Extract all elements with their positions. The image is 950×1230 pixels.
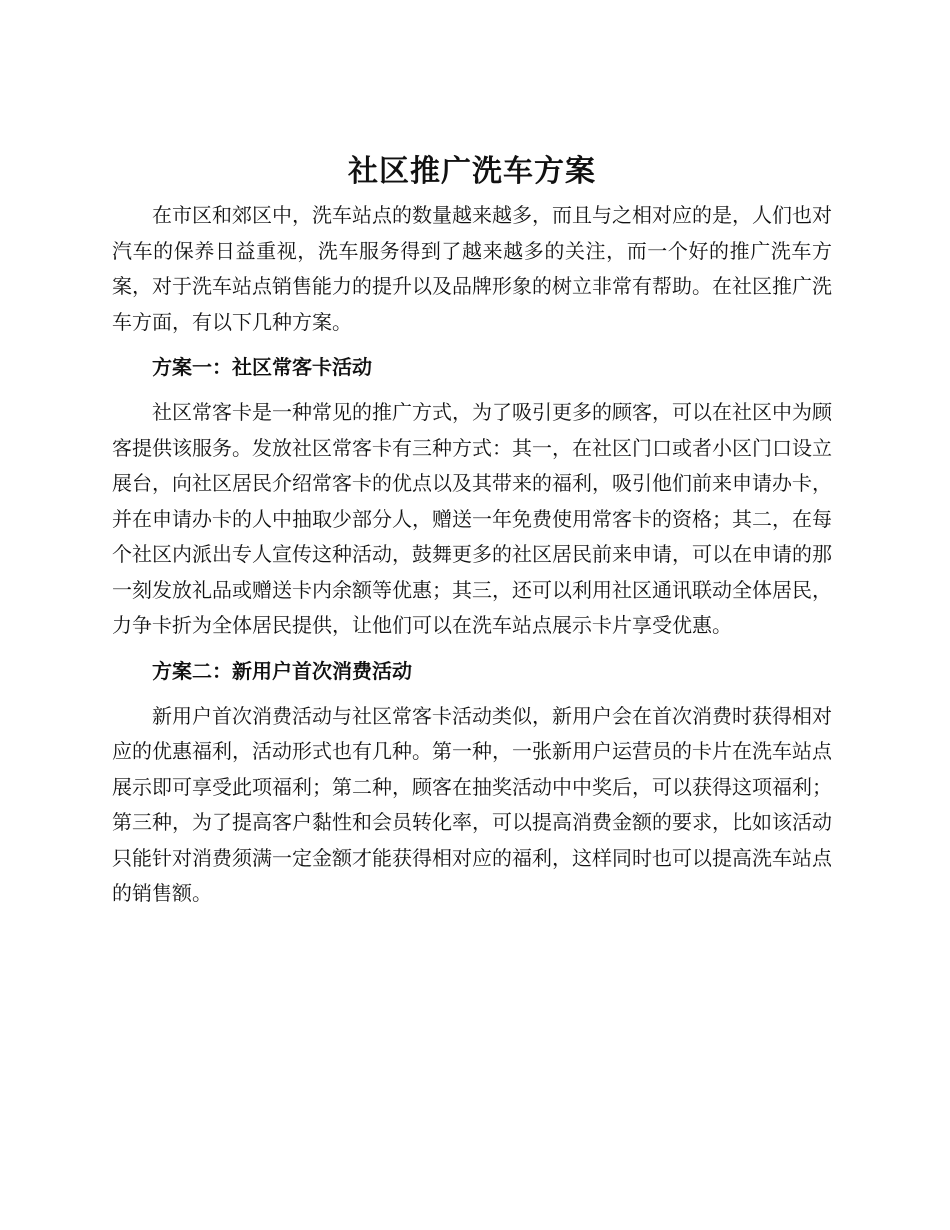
document-page: [112, 146, 832, 912]
spacer: [112, 385, 832, 395]
spacer: [112, 644, 832, 654]
spacer: [112, 340, 832, 350]
spacer: [112, 689, 832, 699]
section-heading-plan-1: 方案一：社区常客卡活动: [152, 355, 372, 379]
intro-paragraph: 在市区和郊区中，洗车站点的数量越来越多，而且与之相对应的是，人们也对汽车的保养日益重视，洗车服务得到了越来越多的关注，而一个好的推广洗车方案，对于洗车站点销售能力的提升以及品牌形象的树立非常有帮助。在社区推广洗车方面，有以下几种方案。: [112, 203, 832, 334]
section-body-plan-1: 社区常客卡是一种常见的推广方式，为了吸引更多的顾客，可以在社区中为顾客提供该服务。发放社区常客卡有三种方式：其一，在社区门口或者小区门口设立展台，向社区居民介绍常客卡的优点以及其带来的福利，吸引他们前来申请办卡，并在申请办卡的人中抽取少部分人，赠送一年免费使用常客卡的资格；其二，在每个社区内派出专人宣传这种活动，鼓舞更多的社区居民前来申请，可以在申请的那一刻发放礼品或赠送卡内余额等优惠；其三，还可以利用社区通讯联动全体居民，力争卡折为全体居民提供，让他们可以在洗车站点展示卡片享受优惠。: [112, 400, 832, 637]
document-title: 社区推广洗车方案: [348, 154, 596, 189]
section-heading-plan-2: 方案二：新用户首次消费活动: [152, 658, 412, 683]
section-body-plan-2: 新用户首次消费活动与社区常客卡活动类似，新用户会在首次消费时获得相对应的优惠福利，活动形式也有几种。第一种，一张新用户运营员的卡片在洗车站点展示即可享受此项福利；第二种，顾客在抽奖活动中中奖后，可以获得这项福利；第三种，为了提高客户黏性和会员转化率，可以提高消费金额的要求，比如该活动只能针对消费须满一定金额才能获得相对应的福利，这样同时也可以提高洗车站点的销售额。: [112, 703, 832, 905]
